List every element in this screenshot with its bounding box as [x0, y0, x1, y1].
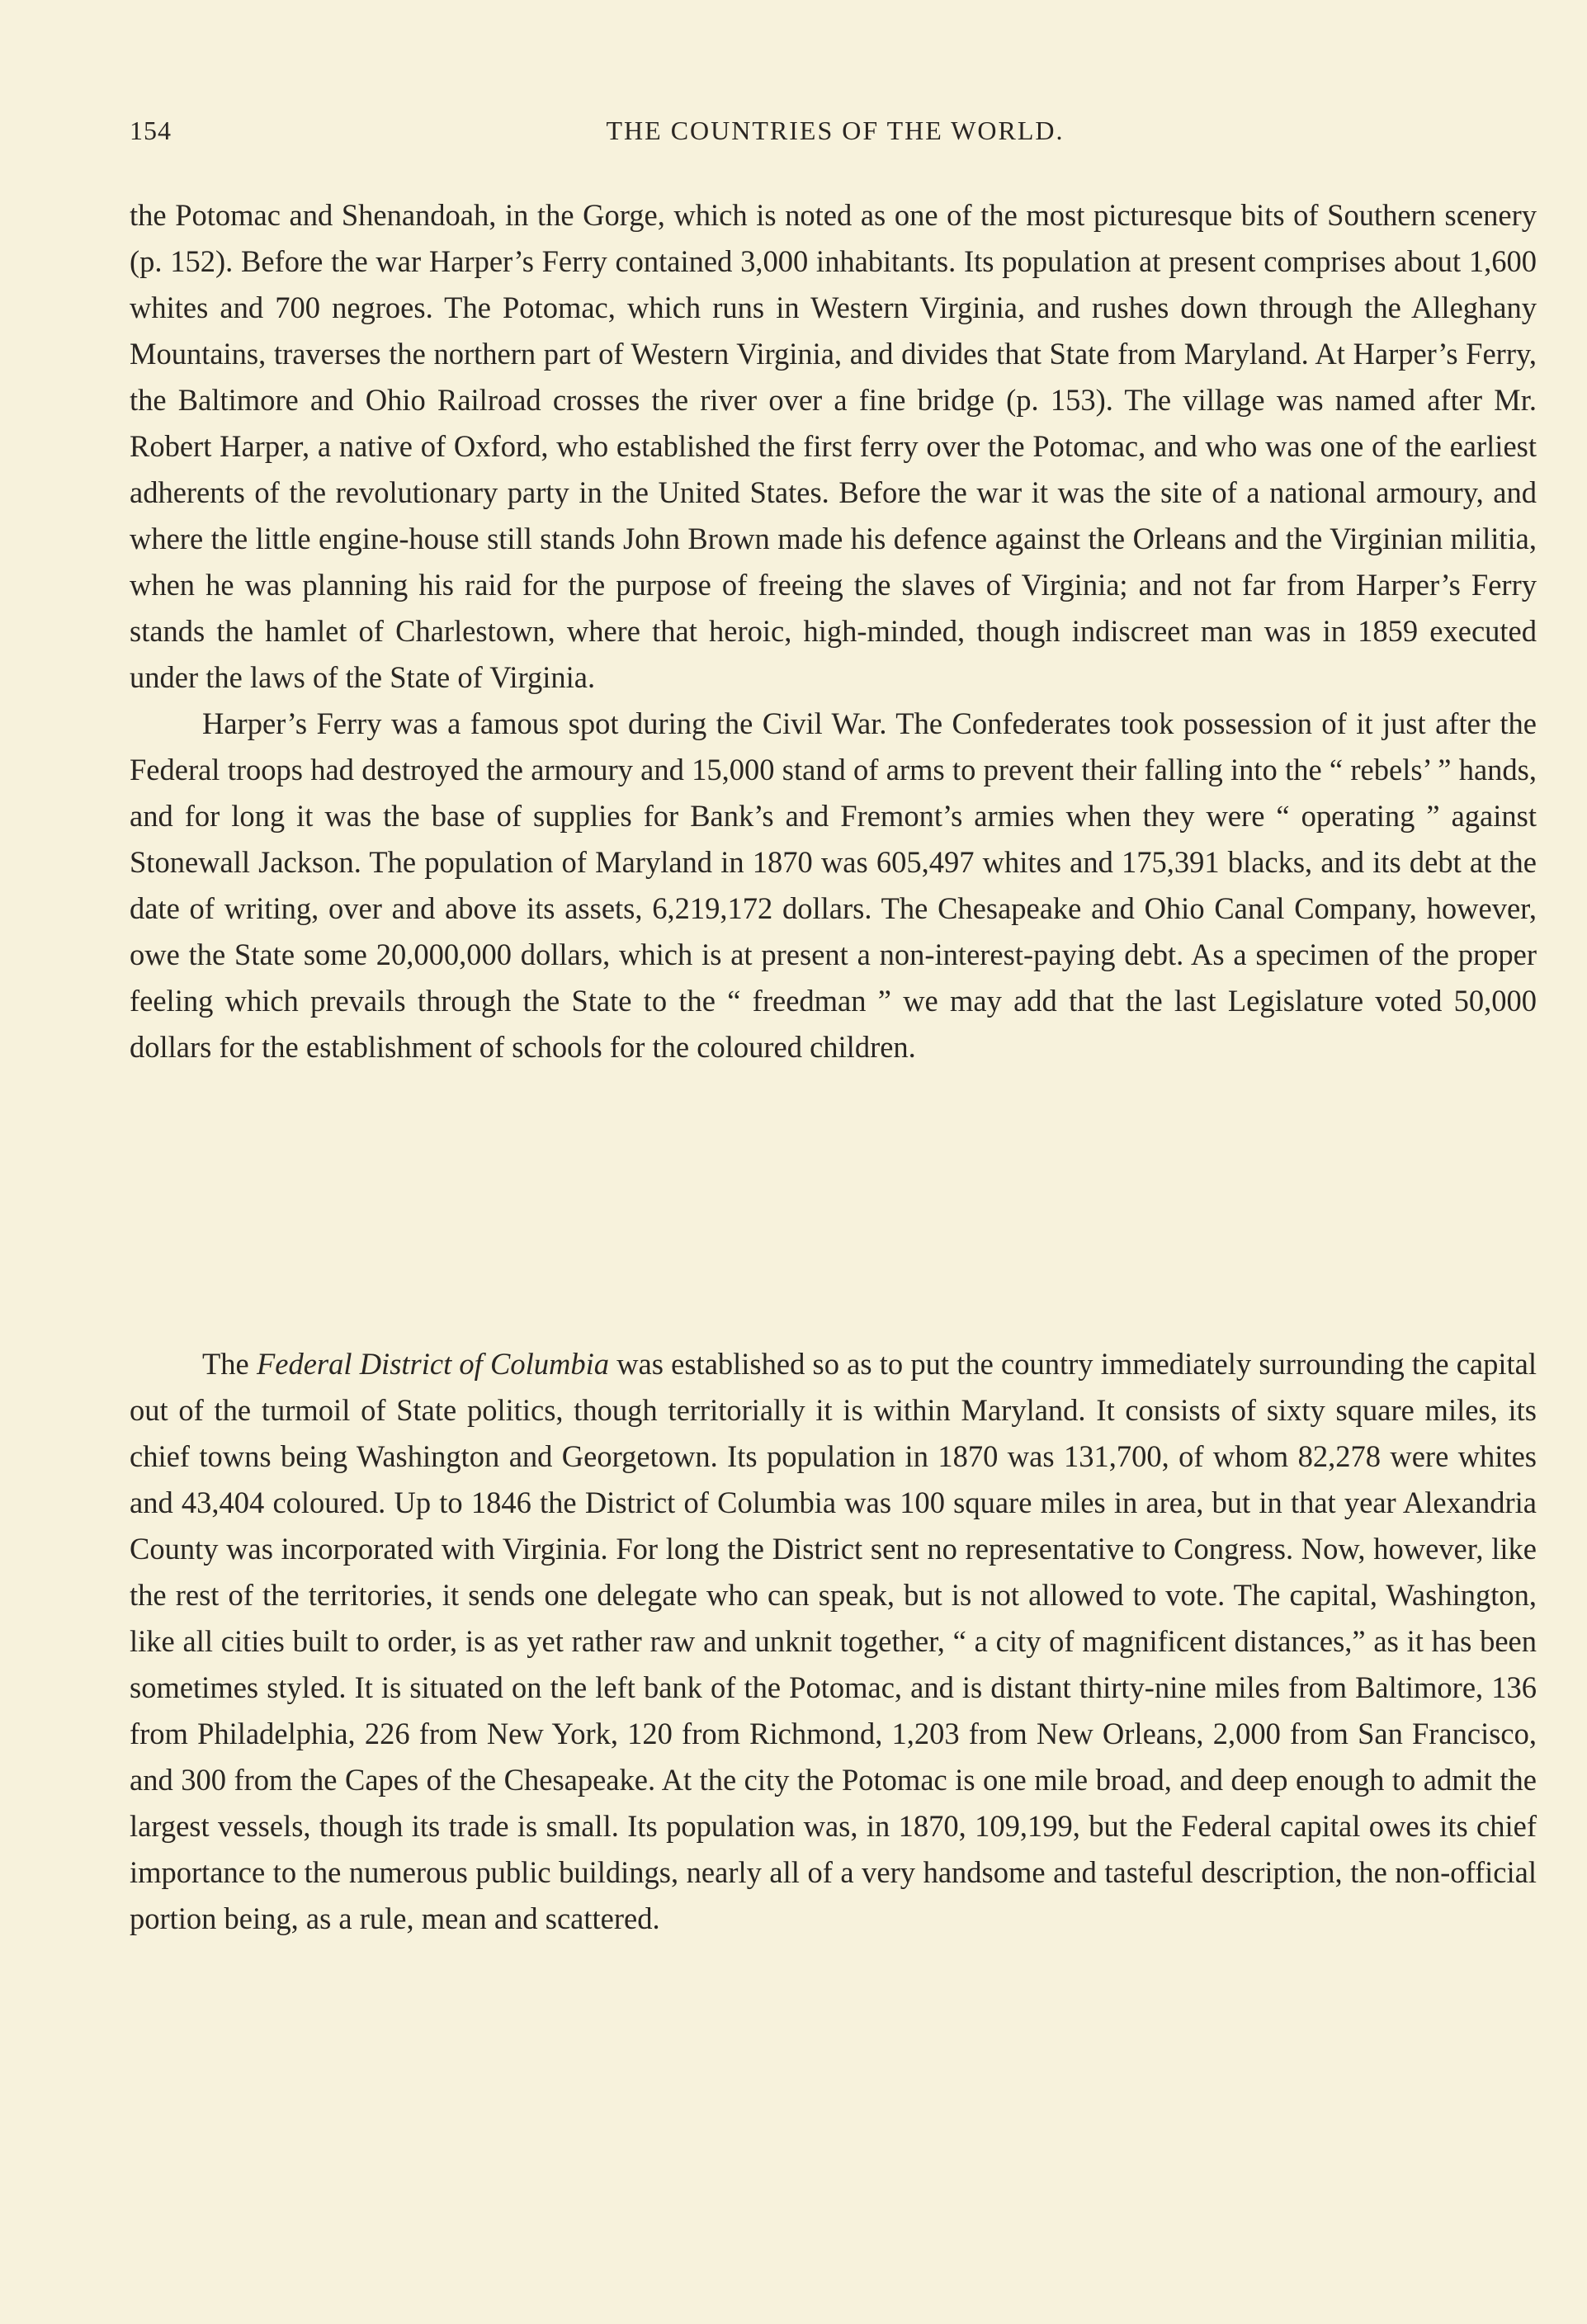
paragraph-harpers-ferry-continued: the Potomac and Shenandoah, in the Gorge, which is noted as one of the most picturesque bits of Southern scenery (p. 152). Before the war Harper’s Ferry contained 3,000 inhabitants. Its population at present comprises about 1,600 whites and 700 negroes. The Potomac, which runs in Western Virginia, and rushes down through the Alleghany Mountains, traverses the northern part of Western Virginia, and divides that State from Maryland. At Harper’s Ferry, the Baltimore and Ohio Railroad crosses the river over a fine bridge (p. 153). The village was named after Mr. Robert Harper, a native of Oxford, who established the first ferry over the Potomac, and who was one of the earliest adherents of the revolutionary party in the United States. Before the war it was the site of a national armoury, and where the little engine-house still stands John Brown made his defence against the Orleans and the Virginian militia, when he was planning his raid for the purpose of freeing the slaves of Virginia; and not far from Harper’s Ferry stands the hamlet of Charlestown, where that heroic, high-minded, though indiscreet man was in 1859 executed under the laws of the State of Virginia. [130, 198, 1537, 694]
paragraph-district-of-columbia [130, 1341, 1537, 1942]
paragraph-harpers-ferry-civil-war: Harper’s Ferry was a famous spot during the Civil War. The Confederates took possession of it just after the Federal troops had destroyed the armoury and 15,000 stand of arms to prevent their falling into the “ rebels’ ” hands, and for long it was the base of supplies for Bank’s and Fremont’s armies when they were “ operating ” against Stonewall Jackson. The population of Maryland in 1870 was 605,497 whites and 175,391 blacks, and its debt at the date of writing, over and above its assets, 6,219,172 dollars. The Chesapeake and Ohio Canal Company, however, owe the State some 20,000,000 dollars, which is at present a non-interest-paying debt. As a specimen of the proper feeling which prevails through the State to the “ freedman ” we may add that the last Legislature voted 50,000 dollars for the establishment of schools for the coloured children. [130, 706, 1537, 1064]
running-title: THE COUNTRIES OF THE WORLD. [606, 116, 1065, 145]
running-head [130, 116, 1541, 157]
paragraph-body: was established so as to put the country immediately surrounding the capital out of the turmoil of State politics, though territorially it is within Maryland. It consists of sixty square miles, its chief towns being Washington and Georgetown. Its population in 1870 was 131,700, of whom 82,278 were whites and 43,404 coloured. Up to 1846 the District of Columbia was 100 square miles in area, but in that year Alexandria County was incorporated with Virginia. For long the District sent no representative to Congress. Now, however, like the rest of the territories, it sends one delegate who can speak, but is not allowed to vote. The capital, Washington, like all cities built to order, is as yet rather raw and unknit together, “ a city of magnificent distances,” as it has been sometimes styled. It is situated on the left bank of the Potomac, and is distant thirty-nine miles from Baltimore, 136 from Philadelphia, 226 from New York, 120 from Richmond, 1,203 from New Orleans, 2,000 from San Francisco, and 300 from the Capes of the Chesapeake. At the city the Potomac is one mile broad, and deep enough to admit the largest vessels, though its trade is small. Its population was, in 1870, 109,199, but the Federal capital owes its chief importance to the numerous public buildings, nearly all of a very handsome and tasteful description, the non-official portion being, as a rule, mean and scattered. [130, 1347, 1537, 1935]
text-block-district-of-columbia [130, 1341, 1537, 1942]
paragraph-lead: The [202, 1347, 257, 1381]
italic-term: Federal District of Columbia [256, 1347, 609, 1381]
page-number: 154 [130, 116, 172, 145]
text-block-harpers-ferry [130, 192, 1537, 1070]
